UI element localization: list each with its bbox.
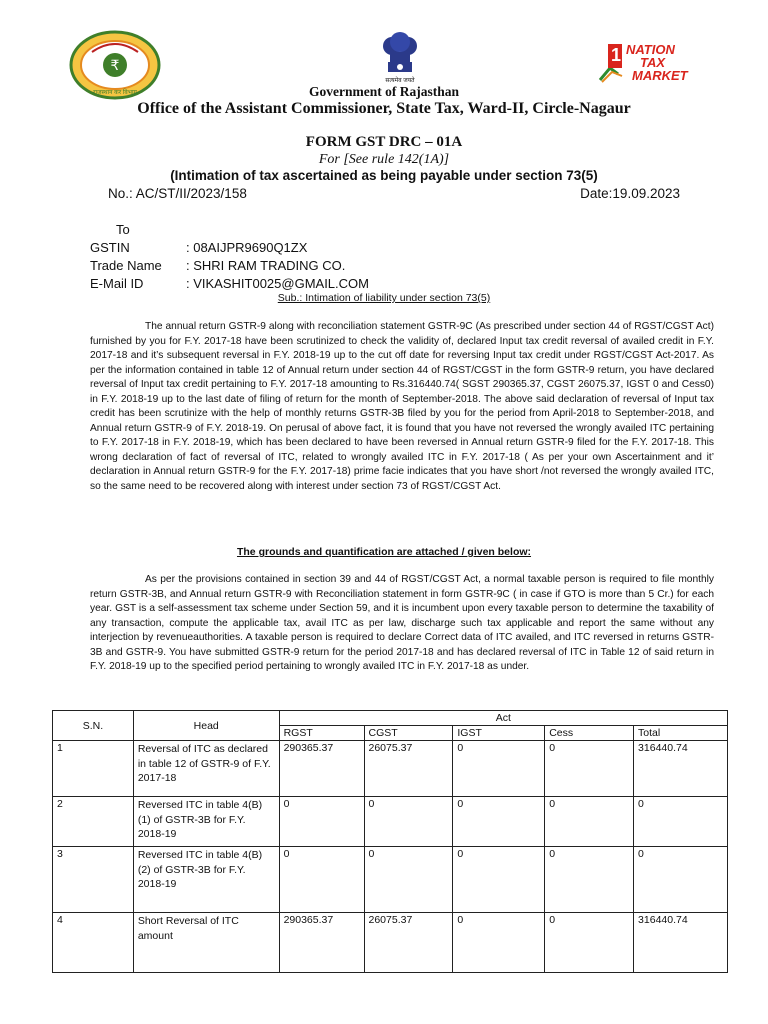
trade-name-label: Trade Name <box>90 258 162 273</box>
row-sn: 4 <box>53 913 134 973</box>
email-label: E-Mail ID <box>90 276 144 291</box>
row-igst: 0 <box>453 913 545 973</box>
trade-name-value: : SHRI RAM TRADING CO. <box>186 258 346 273</box>
row-igst: 0 <box>453 847 545 913</box>
left-logo-text: राजस्थान कर विभाग <box>93 90 137 96</box>
col-igst-header: IGST <box>453 726 545 741</box>
svg-text:₹: ₹ <box>110 58 120 74</box>
intimation-heading: (Intimation of tax ascertained as being payable under section 73(5) <box>170 168 598 183</box>
row-igst: 0 <box>453 741 545 797</box>
logo-line-tax: TAX <box>640 55 666 70</box>
office-name: Office of the Assistant Commissioner, State Tax, Ward-II, Circle-Nagaur <box>137 100 631 117</box>
issue-date: Date:19.09.2023 <box>580 186 680 201</box>
col-sn-header: S.N. <box>53 711 134 741</box>
emblem-motto: सत्यमेव जयते <box>385 78 415 84</box>
gstin-value: : 08AIJPR9690Q1ZX <box>186 240 308 255</box>
national-emblem <box>372 22 428 86</box>
form-title: FORM GST DRC – 01A <box>305 134 463 150</box>
body-paragraph-1: The annual return GSTR-9 along with reconciliation statement GSTR-9C (As prescribed under section 44 of RGST/CGST Act) furnished by you for F.Y. 2017-18 have been scrutinized to check the validity of, declared Input tax credit reversal of availed credit in F.Y. 2017-18 and it’s subsequent reversal in F.Y. 2018-19 up to the cut off date for reversing Input tax credit under RGST/CGST Act-2017. As per the information contained in table 12 of Annual return under section 44 of RGST/CGST in the form GSTR-9 return, you have declared reversal of Input tax credit pertaining to F.Y. 2017-18 amounting to Rs.316440.74( SGST 290365.37, CGST 26075.37, IGST 0 and Cess0) in F.Y. 2018-19 up to the last date of filing of return for the month of September-2018. The above said declaration of reversal of Input tax credit has been scrutinize with the help of monthly returns GSTR-3B filed by you for the period from April-2018 to September-2018, and Annual return GSTR-9 of F.Y. 2018-19. On perusal of above fact, it is found that you have not reversed the wrongly availed ITC pertaining to F.Y. 2017-18 in F.Y. 2018-19, which has been declared to have been reversed in Annual return GSTR-9 filed for the F.Y. 2017-18. This wrong declaration of fact of reversal of ITC, related to wrongly availed ITC in F.Y. 2017-18 ( As per your own Ascertainment and it’ declaration in Annual return GSTR-9 for the F.Y. 2017-18) prime facie indicates that you have short /not reversed the wrongly availed ITC, so the same need to be recovered along with interest under section 73 of RGST/CGST Act. <box>90 321 714 493</box>
row-rgst: 290365.37 <box>279 913 364 973</box>
gstin-label: GSTIN <box>90 240 130 255</box>
row-cgst: 26075.37 <box>364 913 453 973</box>
row-total: 316440.74 <box>634 741 728 797</box>
col-total-header: Total <box>634 726 728 741</box>
itc-reversal-table <box>52 710 728 973</box>
logo-badge: 1 <box>611 45 622 65</box>
row-cess: 0 <box>545 913 634 973</box>
col-head-header: Head <box>133 711 279 741</box>
row-head: Reversed ITC in table 4(B)(1) of GSTR-3B for F.Y. 2018-19 <box>133 797 279 847</box>
row-sn: 3 <box>53 847 134 913</box>
row-rgst: 0 <box>279 797 364 847</box>
form-rule: For [See rule 142(1A)] <box>318 152 450 167</box>
body-paragraph-2: As per the provisions contained in section 39 and 44 of RGST/CGST Act, a normal taxable person is required to file monthly return GSTR-3B, and Annual return GSTR-9 with Reconciliation statement in form GSTR-9C ( in case if GTO is more than 5 Cr.) for each year. GST is a self-assessment tax scheme under Section 59, and it is incumbent upon every taxable person to determine the taxability of any transaction, compute the applicable tax, avail ITC as per law, discharge such tax applicable and report the same without any interjection by revenueauthorities. A taxable person is required to declare Correct data of ITC availed, and ITC reversed in returns GSTR-3B and GSTR-9. You have submitted GSTR-9 return for the period 2017-18 and has declared reversal of ITC in Table 12 of said return in F.Y. 2018-19 up to the specified period pertaining to wrongly availed ITC in F.Y. 2017-18 as under. <box>90 574 714 673</box>
row-head: Short Reversal of ITC amount <box>133 913 279 973</box>
row-head: Reversal of ITC as declared in table 12 of GSTR-9 of F.Y. 2017-18 <box>133 741 279 797</box>
subject-line <box>0 292 768 304</box>
col-act-header: Act <box>279 711 727 726</box>
table-row <box>53 913 728 973</box>
table-row <box>53 741 728 797</box>
reference-number: No.: AC/ST/II/2023/158 <box>108 186 247 201</box>
logo-line-nation: NATION <box>626 42 675 57</box>
to-label: To <box>116 222 130 237</box>
row-sn: 2 <box>53 797 134 847</box>
row-total: 0 <box>634 847 728 913</box>
subject-text: Sub.: Intimation of liability under section 73(5) <box>277 292 491 304</box>
row-cgst: 26075.37 <box>364 741 453 797</box>
row-igst: 0 <box>453 797 545 847</box>
email-value: : VIKASHIT0025@GMAIL.COM <box>186 276 369 291</box>
row-total: 316440.74 <box>634 913 728 973</box>
logo-line-market: MARKET <box>632 68 688 83</box>
table-row <box>53 797 728 847</box>
nation-tax-market-logo <box>596 42 714 86</box>
row-cess: 0 <box>545 797 634 847</box>
row-total: 0 <box>634 797 728 847</box>
grounds-heading-text: The grounds and quantification are attached / given below: <box>236 546 532 558</box>
government-name: Government of Rajasthan <box>309 84 459 99</box>
row-rgst: 290365.37 <box>279 741 364 797</box>
col-rgst-header: RGST <box>279 726 364 741</box>
row-head: Reversed ITC in table 4(B)(2) of GSTR-3B for F.Y. 2018-19 <box>133 847 279 913</box>
grounds-heading <box>0 546 768 558</box>
row-cgst: 0 <box>364 847 453 913</box>
row-cgst: 0 <box>364 797 453 847</box>
col-cgst-header: CGST <box>364 726 453 741</box>
row-rgst: 0 <box>279 847 364 913</box>
table-row <box>53 847 728 913</box>
row-sn: 1 <box>53 741 134 797</box>
row-cess: 0 <box>545 847 634 913</box>
row-cess: 0 <box>545 741 634 797</box>
col-cess-header: Cess <box>545 726 634 741</box>
